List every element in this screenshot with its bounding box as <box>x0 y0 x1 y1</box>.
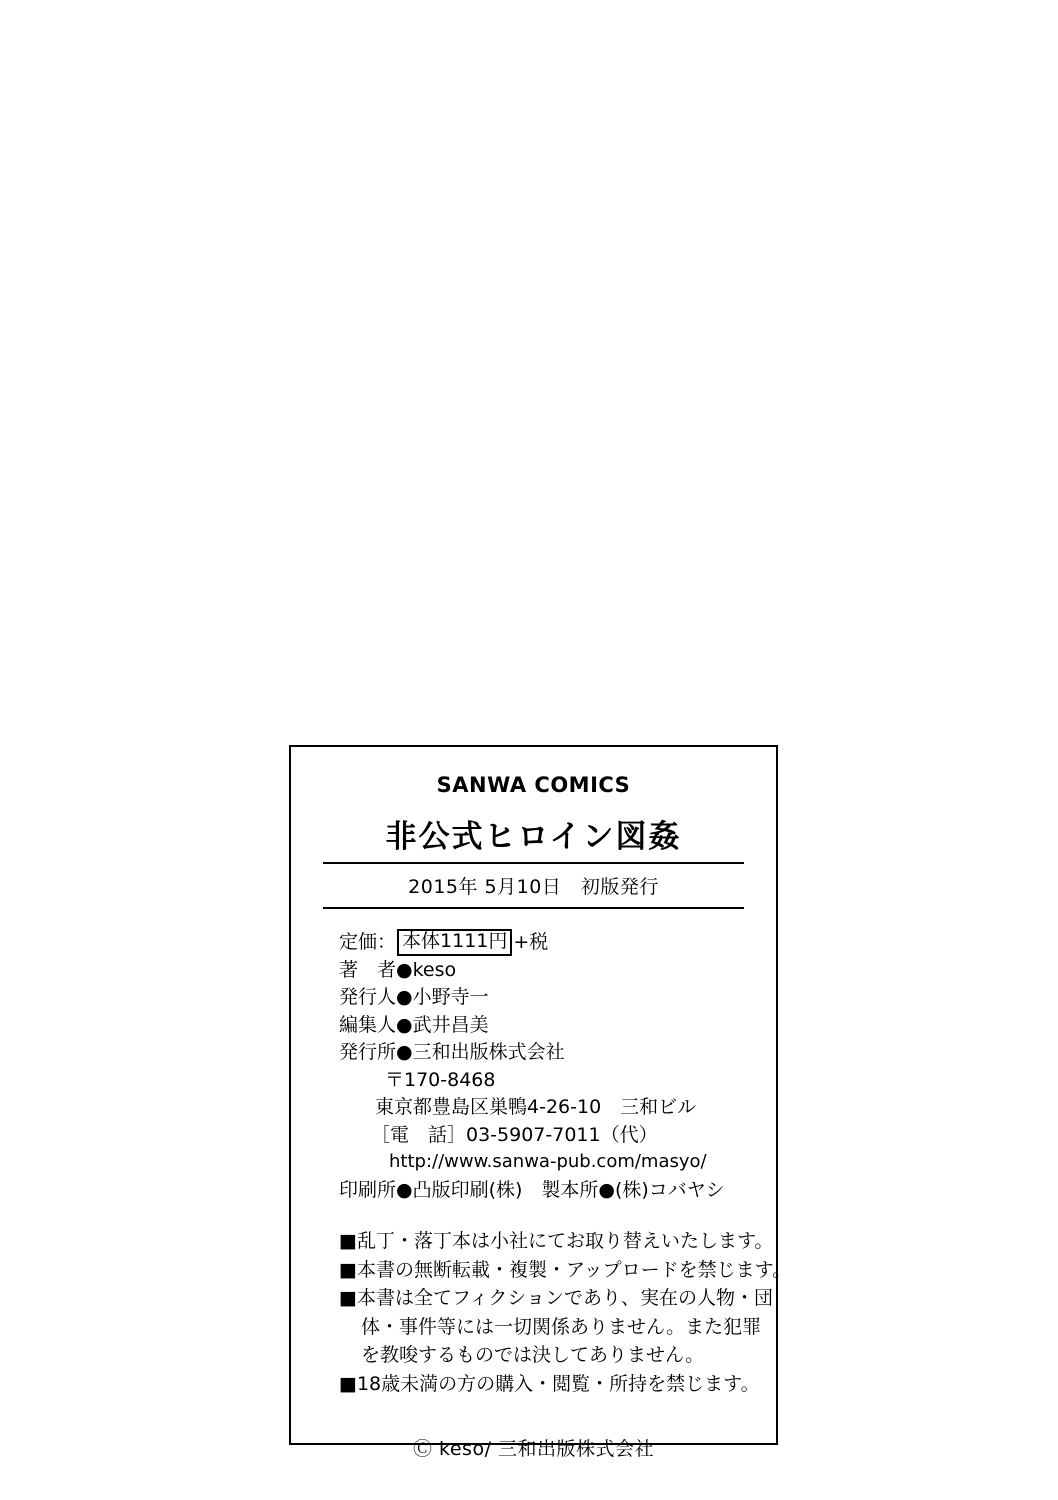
notice-mark: ■ <box>339 1287 357 1310</box>
publisher-url[interactable]: http://www.sanwa-pub.com/masyo/ <box>389 1151 707 1173</box>
imprint-label: SANWA COMICS <box>436 773 631 797</box>
credit-editor-value: 武井昌美 <box>412 1013 489 1036</box>
notice-text: 18歳未満の方の購入・閲覧・所持を禁じます。 <box>356 1372 760 1395</box>
book-title: 非公式ヒロイン図姦 <box>385 819 682 855</box>
notice-item <box>339 1227 774 1256</box>
credit-editor-bullet: ● <box>396 1013 413 1036</box>
colophon-inner <box>291 747 792 1461</box>
credit-publisher-label: 発行所 <box>339 1041 397 1064</box>
notice-item <box>339 1256 792 1285</box>
notice-item <box>339 1370 760 1399</box>
notice-item <box>339 1284 774 1313</box>
notice-text: 本書は全てフィクションであり、実在の人物・団 <box>356 1287 774 1310</box>
credit-publisher-bullet: ● <box>396 1041 413 1064</box>
credit-author-value: keso <box>412 958 457 981</box>
notice-text: 乱丁・落丁本は小社にてお取り替えいたします。 <box>356 1230 774 1253</box>
credit-editor <box>339 1012 750 1040</box>
credit-publisher-person-value: 小野寺一 <box>412 986 489 1009</box>
credit-author-bullet: ● <box>396 958 413 981</box>
credit-author-label: 著 者 <box>339 958 397 981</box>
credit-author <box>339 957 750 985</box>
credit-publisher-person-label: 発行人 <box>339 986 397 1009</box>
credit-publisher-person <box>339 984 750 1012</box>
copyright-line: Ⓒ keso/ 三和出版株式会社 <box>412 1438 655 1461</box>
colophon-box <box>289 745 792 1461</box>
credit-editor-label: 編集人 <box>339 1013 397 1036</box>
credit-publisher <box>339 1039 750 1067</box>
address-postal: 〒170-8468 <box>385 1068 496 1091</box>
price-tax-suffix: +税 <box>513 931 549 953</box>
notice-item-continuation: を教唆するものでは決してありません。 <box>361 1344 705 1367</box>
address-phone: ［電 話］03-5907-7011（代） <box>371 1123 658 1146</box>
title-divider <box>323 862 744 864</box>
notice-text: 本書の無断転載・複製・アップロードを禁じます。 <box>356 1258 792 1281</box>
notice-mark: ■ <box>339 1230 357 1253</box>
price-line <box>339 929 750 957</box>
pubdate-divider <box>323 907 744 909</box>
publication-date: 2015年 5月10日 初版発行 <box>408 876 659 898</box>
notice-mark: ■ <box>339 1372 357 1395</box>
credits-block <box>317 929 750 1205</box>
price-boxed-value: 本体1111円 <box>397 929 512 956</box>
credit-publisher-person-bullet: ● <box>396 986 413 1009</box>
address-street: 東京都豊島区巣鴨4-26-10 三和ビル <box>375 1096 697 1119</box>
notices-block <box>317 1227 792 1398</box>
credit-publisher-value: 三和出版株式会社 <box>412 1041 565 1064</box>
notice-mark: ■ <box>339 1258 357 1281</box>
price-label: 定価： <box>339 931 397 953</box>
notice-item-continuation: 体・事件等には一切関係ありません。また犯罪 <box>361 1315 762 1338</box>
printer-binder-line: 印刷所●凸版印刷(株) 製本所●(株)コバヤシ <box>339 1179 725 1202</box>
